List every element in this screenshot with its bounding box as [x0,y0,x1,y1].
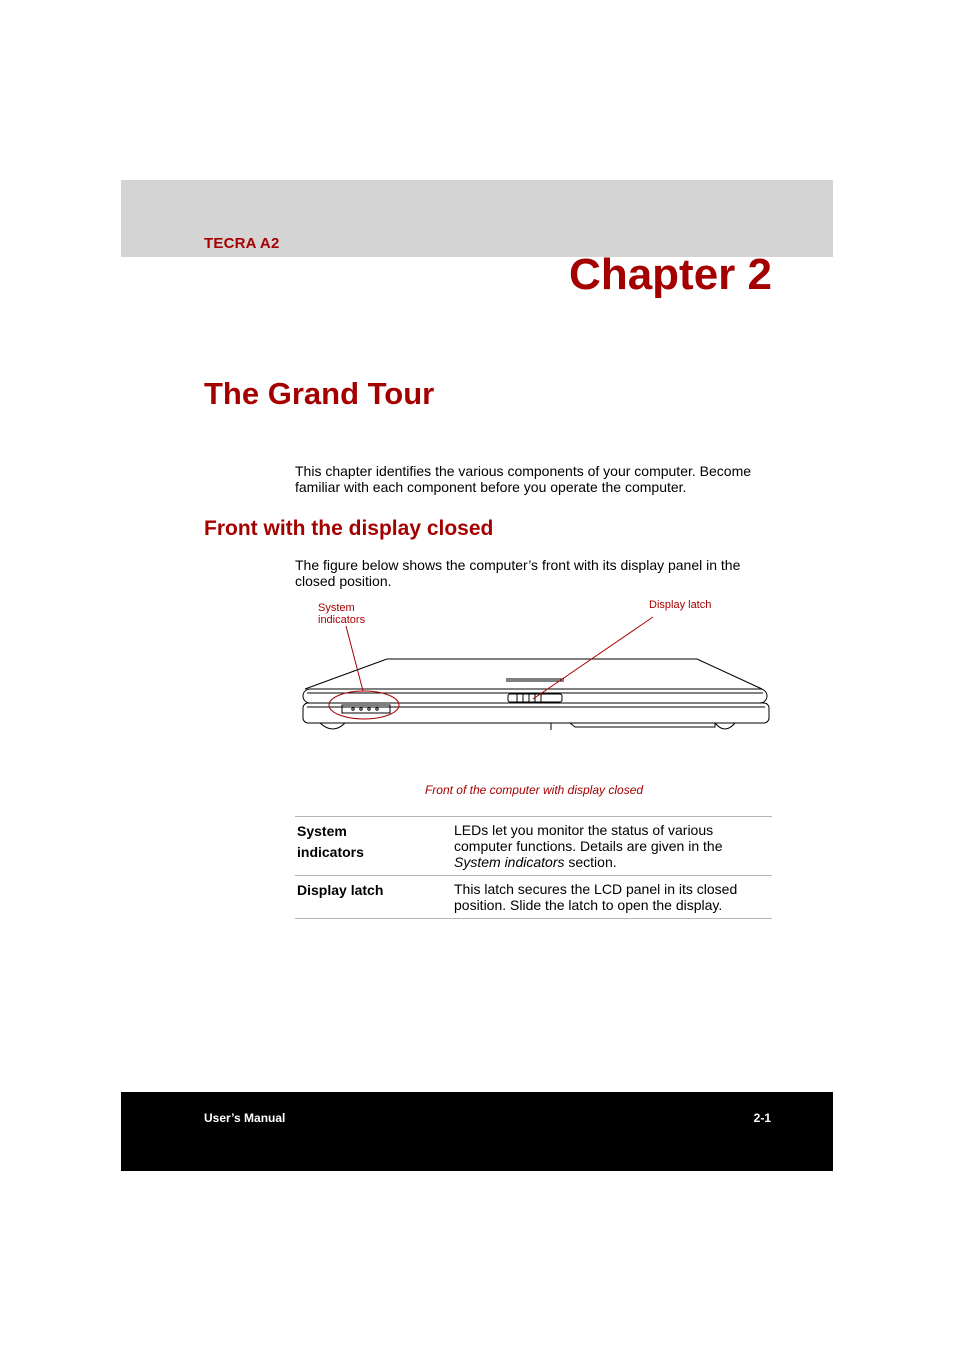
indicator-led [352,708,354,710]
section-paragraph: The figure below shows the computer’s front with its display panel in the closed position. [295,557,741,589]
term-line2: indicators [297,844,364,860]
desc-line2: position. Slide the latch to open the display. [454,897,723,913]
right-foot [715,723,735,729]
description-cell [454,821,772,870]
product-name: TECRA A2 [204,235,280,252]
term-cell: Display latch [297,882,384,898]
callout-system-line1: System [318,602,355,614]
callout-line-display-latch [533,617,653,699]
callout-display-latch: Display latch [649,599,712,611]
indicator-led [360,708,362,710]
left-foot [320,723,345,729]
laptop-lid-outline [305,659,762,689]
callout-line-system-indicators [346,626,363,691]
desc-line1: LEDs let you monitor the status of various [454,822,714,838]
term-cell [295,821,454,870]
desc-line2: computer functions. Details are given in the [454,838,723,854]
component-table [295,816,772,919]
section-heading: Front with the display closed [204,517,494,540]
description-cell [454,880,772,913]
callout-system-line2: indicators [318,614,366,626]
chapter-number: Chapter 2 [569,250,772,299]
underside-panel [570,723,715,727]
intro-paragraph: This chapter identifies the various components of your computer. Become familiar with each component before you operate the computer. [295,463,752,495]
page-number: 2-1 [753,1111,771,1125]
desc-reference: System indicators [454,854,565,870]
footer-manual-title: User’s Manual [204,1111,286,1125]
desc-line1: This latch secures the LCD panel in its closed [454,881,738,897]
system-indicators-panel [342,705,390,713]
table-row [295,816,772,875]
indicator-led [368,708,370,710]
figure-caption: Front of the computer with display closed [424,783,644,797]
term-line1: System [297,823,347,839]
indicator-led [376,708,378,710]
chapter-title: The Grand Tour [204,376,435,411]
footer-band [121,1092,833,1171]
desc-end: section. [564,854,617,870]
table-row [295,875,772,919]
laptop-front-illustration [295,597,775,747]
